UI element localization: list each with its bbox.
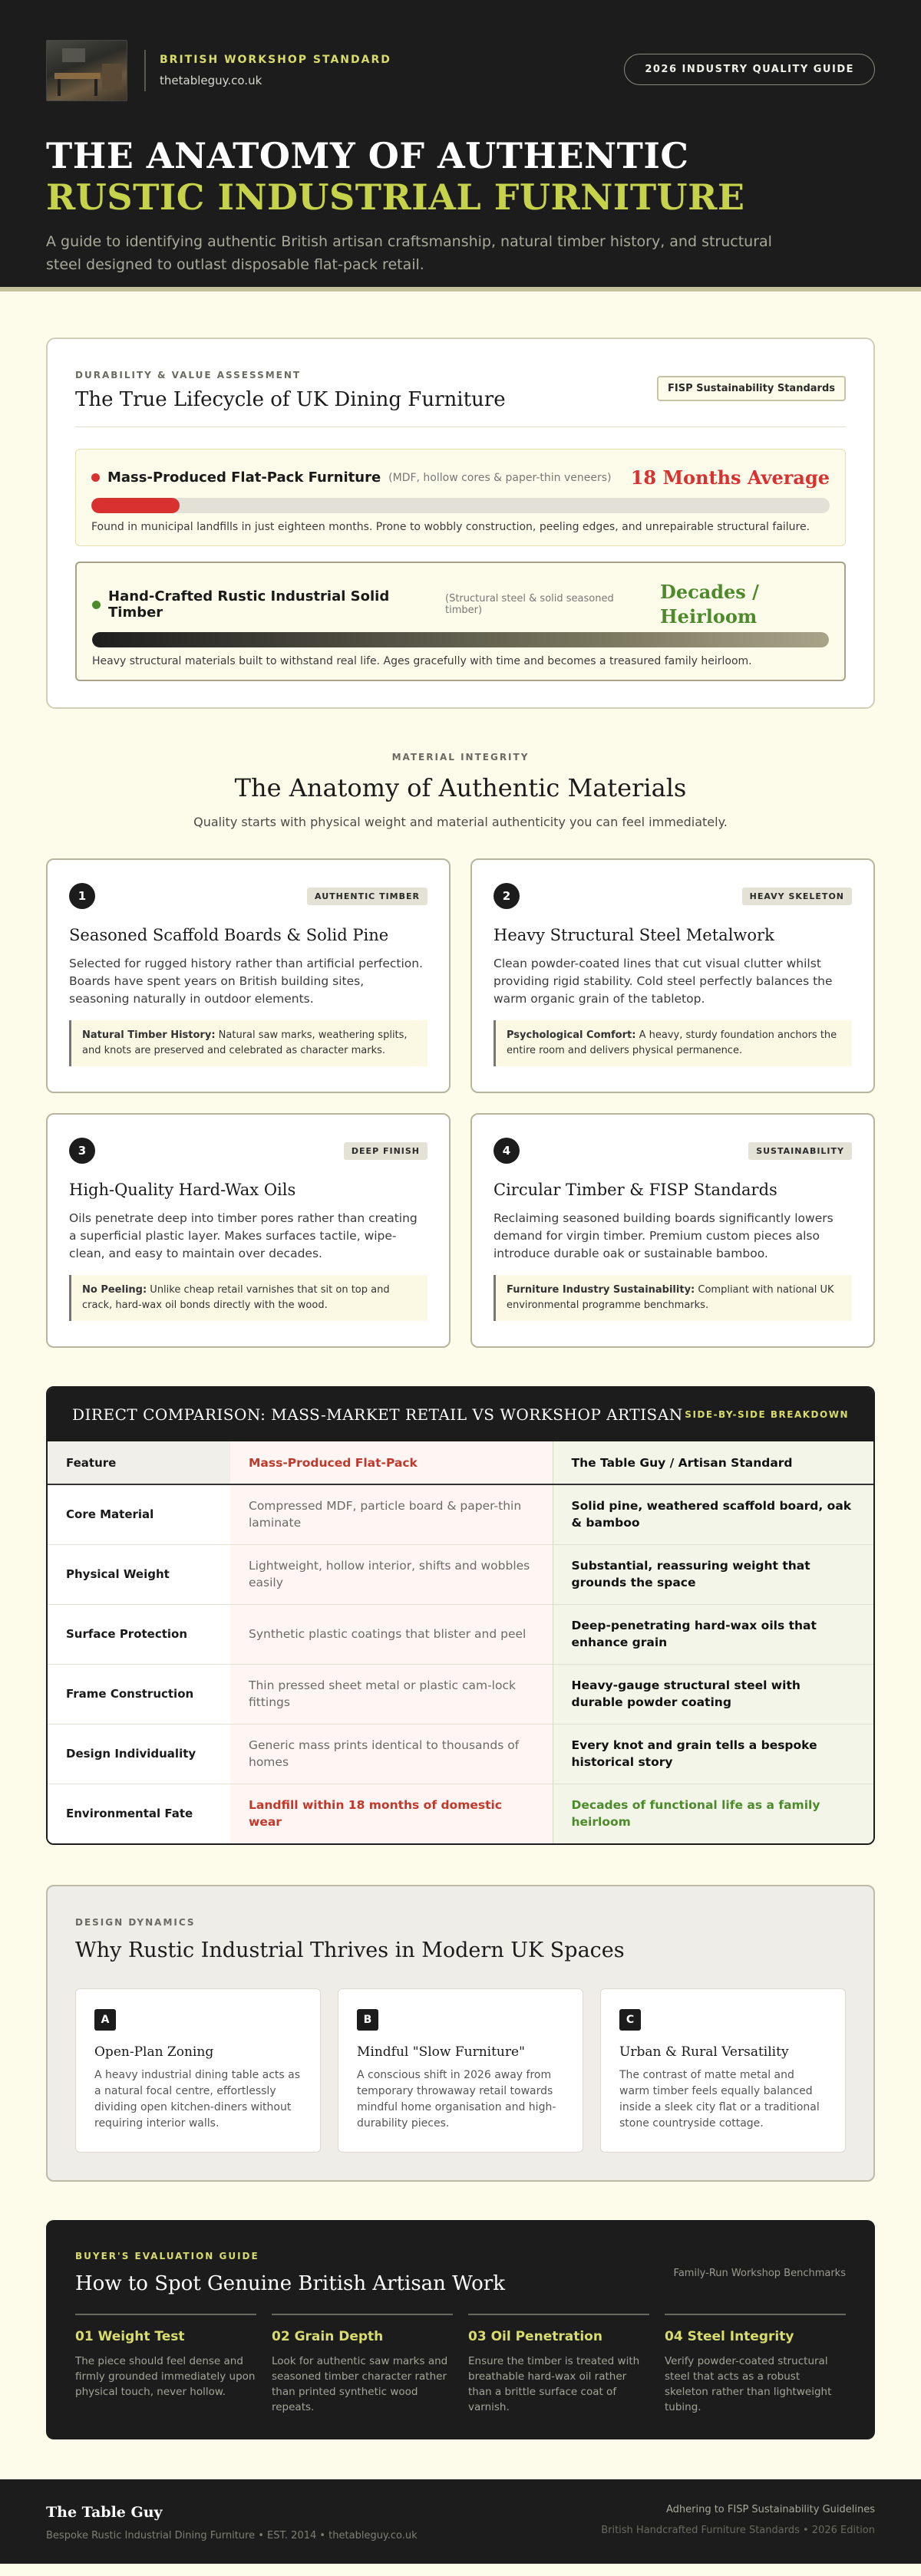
material-note (494, 1275, 852, 1321)
lifecycle-header (75, 370, 846, 427)
note-label: Furniture Industry Sustainability: (507, 1284, 695, 1296)
feature-cell: Environmental Fate (48, 1784, 230, 1843)
table-header-row (48, 1441, 873, 1484)
status-dot-icon (91, 473, 100, 482)
lifecycle-row-value: 18 Months Average (630, 466, 830, 489)
material-body: Reclaiming seasoned building boards significantly lowers demand for virgin timber. Premium custom pieces also introduce durable oak or sustainable bamboo. (494, 1211, 834, 1260)
test-body: Verify powder-coated structural steel that acts as a robust skeleton rather than lightweight tubing. (665, 2355, 832, 2413)
why-card-body: A conscious shift in 2026 away from temporary throwaway retail towards mindful home organisation and high-durability pieces. (357, 2069, 556, 2130)
comparison-table (48, 1441, 873, 1843)
flatpack-cell: Compressed MDF, particle board & paper-thin laminate (230, 1484, 553, 1544)
letter-badge: C (619, 2009, 641, 2031)
why-kicker: DESIGN DYNAMICS (75, 1917, 196, 1928)
material-tag: AUTHENTIC TIMBER (307, 888, 427, 905)
buyer-kicker: BUYER'S EVALUATION GUIDE (75, 2251, 259, 2261)
note-label: Natural Timber History: (82, 1029, 216, 1041)
title-line-2: RUSTIC INDUSTRIAL FURNITURE (46, 176, 745, 218)
feature-cell: Surface Protection (48, 1604, 230, 1664)
feature-cell: Frame Construction (48, 1664, 230, 1724)
artisan-cell: Every knot and grain tells a bespoke historical story (553, 1724, 873, 1784)
test-title: 02 Grain Depth (272, 2329, 384, 2344)
why-card-title: Urban & Rural Versatility (619, 2044, 789, 2060)
buyer-benchmarks: Family-Run Workshop Benchmarks (673, 2267, 846, 2279)
lifecycle-row-name: Hand-Crafted Rustic Industrial Solid Timber (108, 588, 390, 621)
brand-url[interactable]: thetableguy.co.uk (160, 74, 262, 87)
flatpack-cell: Generic mass prints identical to thousands of homes (230, 1724, 553, 1784)
test-body: Look for authentic saw marks and seasoned timber character rather than printed synthetic wood repeats. (272, 2355, 448, 2413)
step-number: 4 (494, 1138, 520, 1164)
note-label: No Peeling: (82, 1284, 147, 1296)
test-item (468, 2314, 649, 2415)
status-dot-icon (92, 601, 101, 609)
material-title: Heavy Structural Steel Metalwork (494, 926, 774, 944)
test-body: The piece should feel dense and firmly grounded immediately upon physical touch, never hollow. (75, 2355, 256, 2398)
material-card (46, 858, 451, 1093)
why-card-body: A heavy industrial dining table acts as a natural focal centre, effortlessly dividing open kitchen-diners without requiring interior walls. (94, 2069, 301, 2130)
lifecycle-row-sub: (Structural steel & solid seasoned timber) (445, 593, 614, 616)
materials-title: The Anatomy of Authentic Materials (234, 773, 687, 802)
step-number: 1 (69, 883, 95, 909)
step-number: 3 (69, 1138, 95, 1164)
comparison-tag: SIDE-BY-SIDE BREAKDOWN (685, 1409, 849, 1420)
lifecycle-row-note: Found in municipal landfills in just eighteen months. Prone to wobbly construction, peeling edges, and unrepairable structural failure. (91, 521, 810, 533)
flatpack-cell: Landfill within 18 months of domestic wear (230, 1784, 553, 1843)
test-title: 04 Steel Integrity (665, 2329, 794, 2344)
comparison-header (48, 1388, 873, 1441)
table-row (48, 1484, 873, 1544)
comparison-title: DIRECT COMPARISON: MASS-MARKET RETAIL VS WORKSHOP ARTISAN (72, 1405, 683, 1424)
footer-guidelines: Adhering to FISP Sustainability Guidelines (665, 2504, 875, 2515)
materials-header (0, 752, 921, 829)
material-tag: HEAVY SKELETON (742, 888, 852, 905)
lifecycle-bar-fill (92, 632, 829, 647)
material-title: High-Quality Hard-Wax Oils (69, 1181, 296, 1199)
test-item (665, 2314, 846, 2415)
guide-pill: 2026 INDUSTRY QUALITY GUIDE (624, 54, 875, 85)
comparison-table-card (46, 1386, 875, 1845)
table-row (48, 1664, 873, 1724)
feature-cell: Design Individuality (48, 1724, 230, 1784)
why-card-body: The contrast of matte metal and warm timber feels equally balanced inside a sleek city flat or a traditional stone countryside cottage. (619, 2069, 820, 2130)
feature-cell: Core Material (48, 1484, 230, 1544)
hero-header (0, 0, 921, 292)
column-header: Mass-Produced Flat-Pack (230, 1441, 553, 1484)
lifecycle-row-sub: (MDF, hollow cores & paper-thin veneers) (388, 471, 612, 484)
why-grid (75, 1988, 846, 2153)
buyers-guide-card (46, 2220, 875, 2439)
test-item (75, 2314, 256, 2415)
material-note (69, 1020, 427, 1066)
column-header: The Table Guy / Artisan Standard (553, 1441, 873, 1484)
artisan-cell: Heavy-gauge structural steel with durable powder coating (553, 1664, 873, 1724)
fisp-tag: FISP Sustainability Standards (657, 376, 846, 401)
page-title (46, 135, 875, 218)
lifecycle-card (46, 338, 875, 709)
why-card-title: Open-Plan Zoning (94, 2044, 214, 2060)
artisan-cell: Substantial, reassuring weight that grounds the space (553, 1544, 873, 1604)
material-tag: DEEP FINISH (344, 1142, 427, 1160)
flatpack-cell: Synthetic plastic coatings that blister and peel (230, 1604, 553, 1664)
table-row (48, 1604, 873, 1664)
materials-kicker: MATERIAL INTEGRITY (391, 752, 530, 763)
lifecycle-row-note: Heavy structural materials built to withstand real life. Ages gracefully with time and becomes a treasured family heirloom. (92, 655, 752, 667)
flatpack-cell: Lightweight, hollow interior, shifts and wobbles easily (230, 1544, 553, 1604)
footer-sub: Bespoke Rustic Industrial Dining Furniture • EST. 2014 • thetableguy.co.uk (46, 2530, 418, 2541)
brand-divider (144, 50, 146, 91)
note-text: Natural saw marks, weathering splits, and knots are preserved and celebrated as character marks. (82, 1029, 408, 1056)
test-item (272, 2314, 453, 2415)
test-title: 03 Oil Penetration (468, 2329, 602, 2344)
test-title: 01 Weight Test (75, 2329, 185, 2344)
lifecycle-row-name: Mass-Produced Flat-Pack Furniture (107, 469, 381, 486)
table-row (48, 1724, 873, 1784)
material-card (470, 858, 875, 1093)
material-title: Circular Timber & FISP Standards (494, 1181, 777, 1199)
lifecycle-bar (91, 498, 830, 513)
note-text: Unlike cheap retail varnishes that sit on top and crack, hard-wax oil bonds directly with the wood. (82, 1284, 390, 1311)
why-card (338, 1988, 583, 2153)
material-body: Oils penetrate deep into timber pores rather than creating a superficial plastic layer. Makes surfaces tactile, wipe-clean, and easy to maintain over decades. (69, 1211, 418, 1260)
why-card-title: Mindful "Slow Furniture" (357, 2044, 525, 2060)
note-label: Psychological Comfort: (507, 1029, 636, 1041)
artisan-cell: Solid pine, weathered scaffold board, oak & bamboo (553, 1484, 873, 1544)
letter-badge: A (94, 2009, 116, 2031)
material-note (69, 1275, 427, 1321)
test-body: Ensure the timber is treated with breathable hard-wax oil rather than a brittle surface coat of varnish. (468, 2355, 640, 2413)
note-text: Compliant with national UK environmental programme benchmarks. (507, 1284, 834, 1311)
table-row (48, 1784, 873, 1843)
step-number: 2 (494, 883, 520, 909)
lifecycle-row-flatpack (75, 449, 846, 546)
brand-photo (46, 40, 127, 101)
lifecycle-bar (92, 632, 829, 647)
footer-brand: The Table Guy (46, 2504, 163, 2521)
title-line-1: THE ANATOMY OF AUTHENTIC (46, 135, 689, 176)
table-row (48, 1544, 873, 1604)
page-footer (0, 2479, 921, 2564)
artisan-cell: Deep-penetrating hard-wax oils that enhance grain (553, 1604, 873, 1664)
why-card (75, 1988, 321, 2153)
material-tag: SUSTAINABILITY (748, 1142, 852, 1160)
material-card (470, 1113, 875, 1348)
design-dynamics-card (46, 1885, 875, 2182)
flatpack-cell: Thin pressed sheet metal or plastic cam-lock fittings (230, 1664, 553, 1724)
lifecycle-row-artisan (75, 562, 846, 681)
why-card (600, 1988, 846, 2153)
tests-grid (75, 2314, 846, 2415)
lifecycle-bar-fill (91, 498, 180, 513)
column-header: Feature (48, 1441, 230, 1484)
material-card (46, 1113, 451, 1348)
note-text: A heavy, sturdy foundation anchors the entire room and delivers physical permanence. (507, 1029, 837, 1056)
material-body: Selected for rugged history rather than artificial perfection. Boards have spent years on British building sites, seasoning naturally in outdoor elements. (69, 957, 423, 1006)
material-body: Clean powder-coated lines that cut visual clutter whilst providing rigid stability. Cold steel perfectly balances the warm organic grain of the tabletop. (494, 957, 833, 1006)
intro-text: A guide to identifying authentic British artisan craftsmanship, natural timber history, and structural steel designed to outlast disposable flat-pack retail. (46, 233, 772, 273)
brand-title: BRITISH WORKSHOP STANDARD (160, 54, 391, 66)
artisan-cell: Decades of functional life as a family heirloom (553, 1784, 873, 1843)
lifecycle-title: The True Lifecycle of UK Dining Furniture (75, 388, 506, 411)
material-title: Seasoned Scaffold Boards & Solid Pine (69, 926, 389, 944)
lifecycle-kicker: DURABILITY & VALUE ASSESSMENT (75, 370, 302, 380)
lifecycle-row-value: Decades / Heirloom (660, 581, 759, 628)
materials-grid (46, 858, 875, 1348)
materials-subtitle: Quality starts with physical weight and material authenticity you can feel immediately. (193, 815, 728, 829)
why-title: Why Rustic Industrial Thrives in Modern UK Spaces (75, 1939, 625, 1962)
letter-badge: B (357, 2009, 378, 2031)
material-note (494, 1020, 852, 1066)
feature-cell: Physical Weight (48, 1544, 230, 1604)
footer-edition: British Handcrafted Furniture Standards • 2026 Edition (601, 2525, 875, 2536)
buyer-title: How to Spot Genuine British Artisan Work (75, 2272, 505, 2295)
